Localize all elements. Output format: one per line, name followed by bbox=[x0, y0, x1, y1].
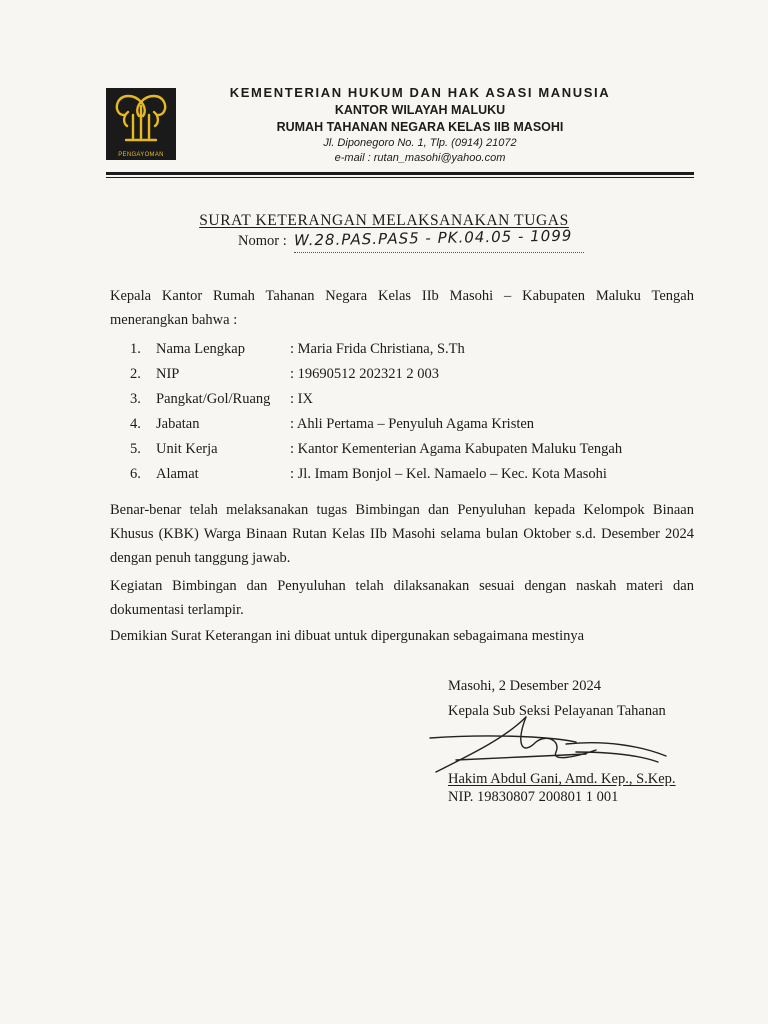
list-item-value: : IX bbox=[290, 391, 313, 407]
institution-logo bbox=[106, 88, 176, 160]
list-item bbox=[130, 341, 690, 365]
list-item-label: Jabatan bbox=[156, 416, 200, 432]
list-item-label: Unit Kerja bbox=[156, 441, 218, 457]
body-paragraph-3: Demikian Surat Keterangan ini dibuat untuk dipergunakan sebagaimana mestinya bbox=[110, 628, 585, 644]
list-item-number: 3. bbox=[130, 391, 141, 407]
list-item bbox=[130, 441, 690, 465]
body-paragraph-2: Kegiatan Bimbingan dan Penyuluhan telah dilaksanakan sesuai dengan naskah materi dan dokumentasi terlampir. bbox=[110, 578, 694, 618]
list-item-number: 2. bbox=[130, 366, 141, 382]
office-email: e-mail : rutan_masohi@yahoo.com bbox=[334, 152, 506, 164]
list-item-value: : Maria Frida Christiana, S.Th bbox=[290, 341, 465, 357]
institution-name: RUMAH TAHANAN NEGARA KELAS IIB MASOHI bbox=[276, 120, 564, 134]
list-item-value: : Kantor Kementerian Agama Kabupaten Maluku Tengah bbox=[290, 441, 623, 457]
list-item-value: : Ahli Pertama – Penyuluh Agama Kristen bbox=[290, 416, 535, 432]
list-item bbox=[130, 466, 690, 490]
logo-label: PENGAYOMAN bbox=[118, 152, 164, 158]
signatory-name bbox=[448, 771, 676, 788]
list-item bbox=[130, 391, 690, 415]
signatory-name-text: Hakim Abdul Gani, Amd. Kep., S.Kep. bbox=[448, 771, 676, 787]
list-item-number: 5. bbox=[130, 441, 141, 457]
list-item-value: : 19690512 202321 2 003 bbox=[290, 366, 440, 382]
letter-title bbox=[0, 212, 768, 230]
ministry-name: KEMENTERIAN HUKUM DAN HAK ASASI MANUSIA bbox=[229, 85, 611, 100]
list-item-number: 6. bbox=[130, 466, 141, 482]
list-item bbox=[130, 416, 690, 440]
signature-place-date: Masohi, 2 Desember 2024 bbox=[448, 678, 602, 694]
pengayoman-emblem-icon bbox=[106, 88, 176, 152]
list-item-value: : Jl. Imam Bonjol – Kel. Namaelo – Kec. Kota Masohi bbox=[290, 466, 607, 482]
letterhead bbox=[200, 84, 640, 166]
letterhead-rule-thick bbox=[106, 172, 694, 175]
list-item-label: Pangkat/Gol/Ruang bbox=[156, 391, 271, 407]
list-item-number: 1. bbox=[130, 341, 141, 357]
list-item bbox=[130, 366, 690, 390]
letter-number-dotted-line bbox=[294, 252, 584, 253]
list-item-label: NIP bbox=[156, 366, 180, 382]
letter-title-text: SURAT KETERANGAN MELAKSANAKAN TUGAS bbox=[199, 212, 569, 229]
letterhead-rule-thin bbox=[106, 177, 694, 178]
list-item-label: Alamat bbox=[156, 466, 199, 482]
intro-paragraph: Kepala Kantor Rumah Tahanan Negara Kelas IIb Masohi – Kabupaten Maluku Tengah menerangkan bahwa : bbox=[110, 288, 694, 328]
body-paragraph-1: Benar-benar telah melaksanakan tugas Bimbingan dan Penyuluhan kepada Kelompok Binaan Khusus (KBK) Warga Binaan Rutan Kelas IIb Masohi selama bulan Oktober s.d. Desember 2024 dengan penuh tanggung jawab. bbox=[110, 502, 694, 566]
office-address: Jl. Diponegoro No. 1, Tlp. (0914) 21072 bbox=[323, 137, 517, 149]
signature-position: Kepala Sub Seksi Pelayanan Tahanan bbox=[448, 703, 666, 719]
list-item-number: 4. bbox=[130, 416, 141, 432]
office-name: KANTOR WILAYAH MALUKU bbox=[334, 103, 506, 117]
list-item-label: Nama Lengkap bbox=[156, 341, 245, 357]
letter-number-handwritten: W.28.PAS.PAS5 - PK.04.05 - 1099 bbox=[293, 226, 573, 250]
signatory-nip: NIP. 19830807 200801 1 001 bbox=[448, 789, 619, 805]
letter-number-label: Nomor : bbox=[238, 233, 287, 249]
